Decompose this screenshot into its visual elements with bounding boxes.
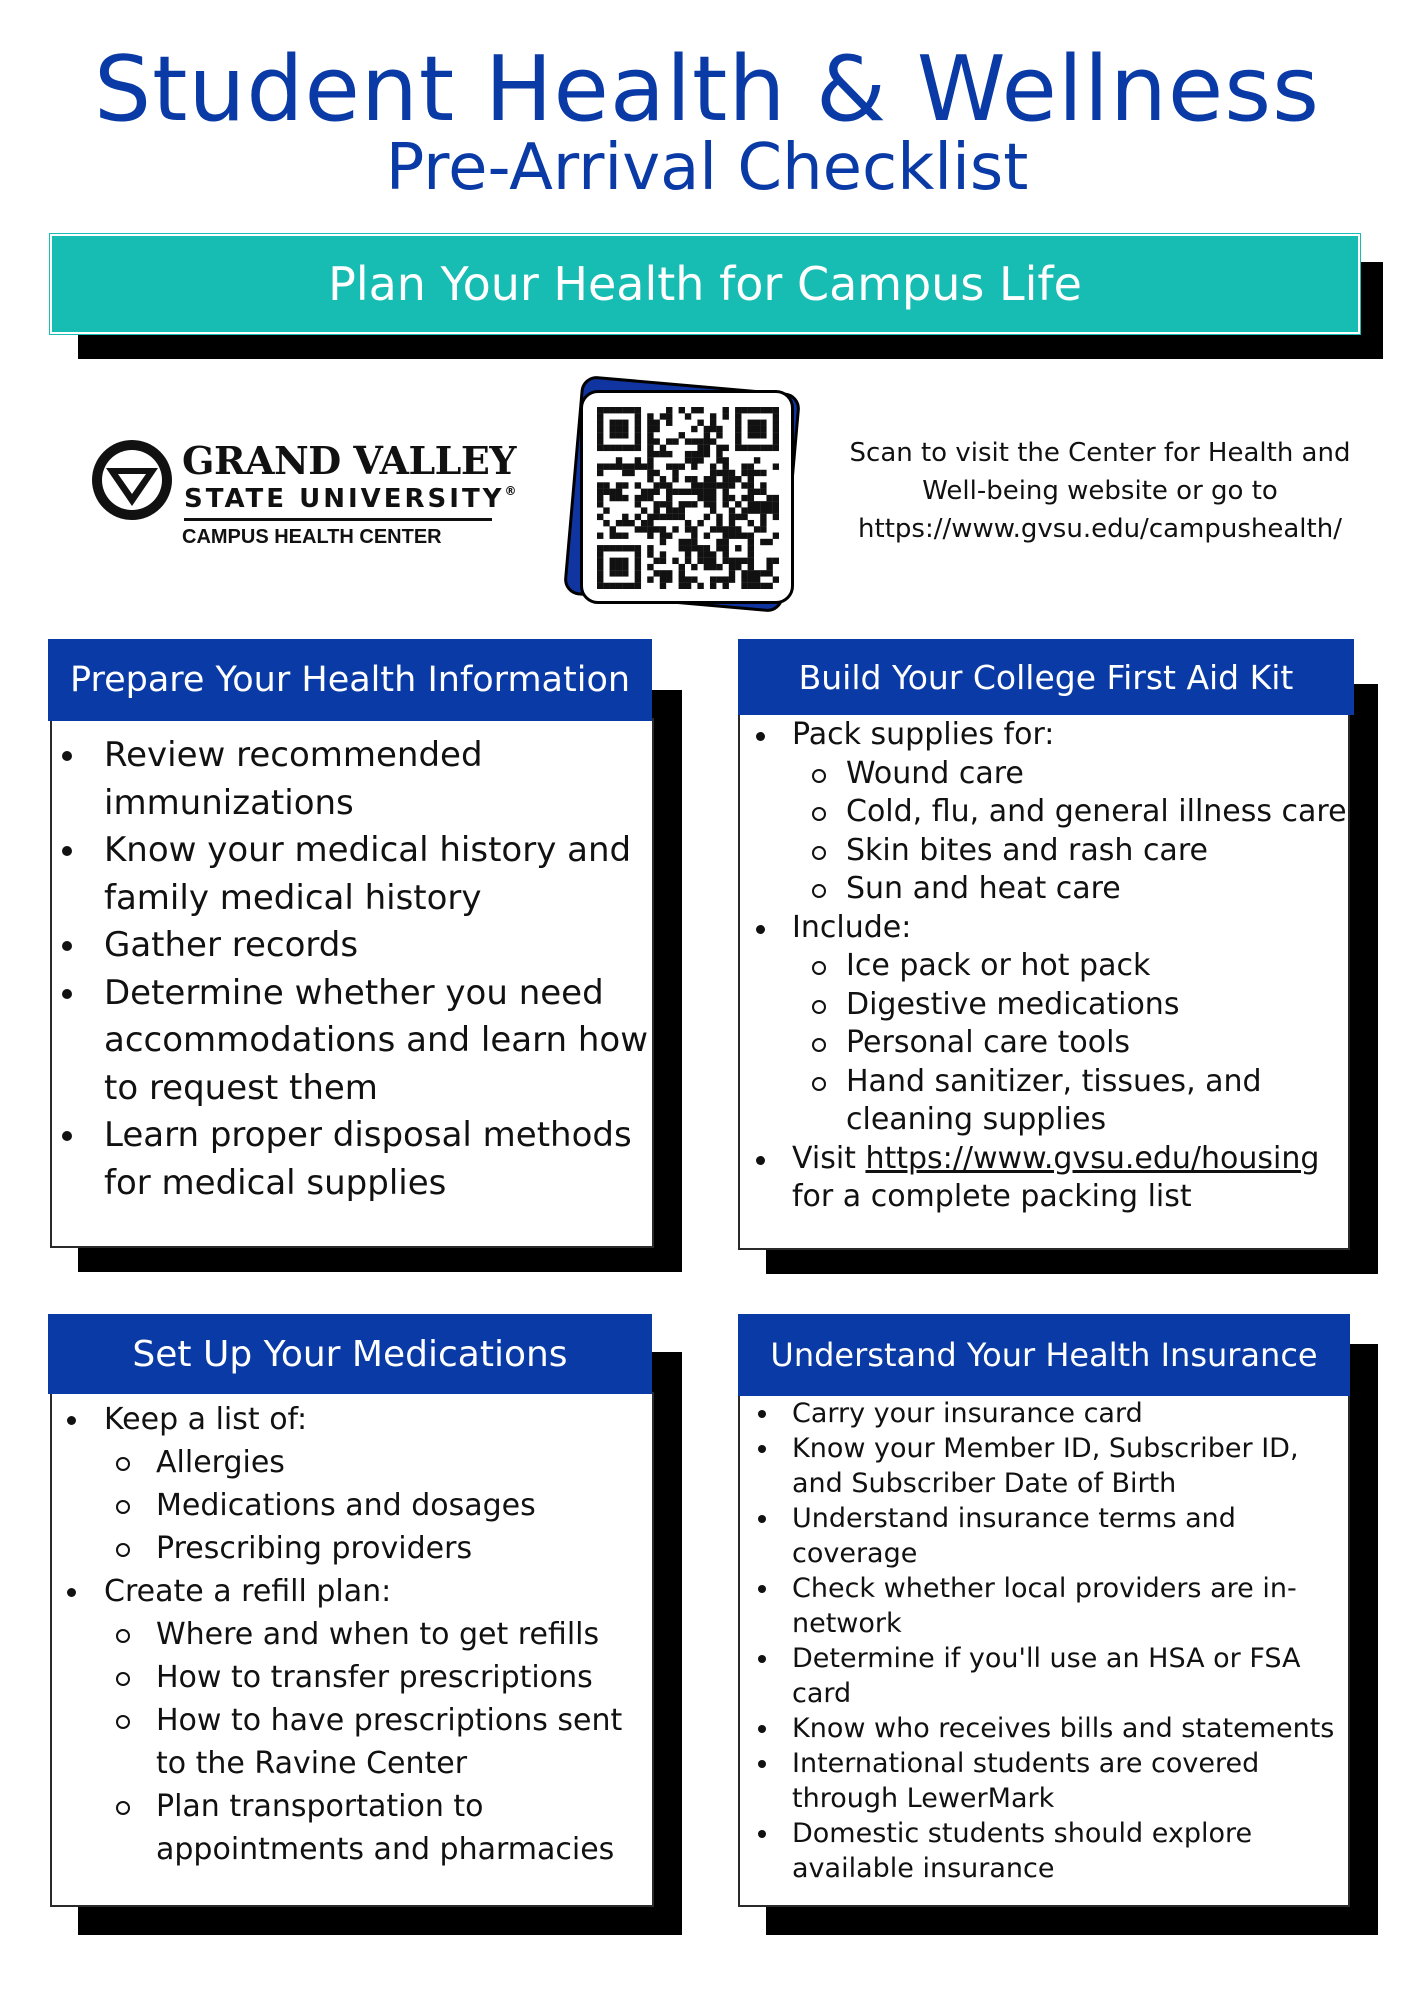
list-item: Know who receives bills and statements — [740, 1711, 1348, 1746]
list-item: Ice pack or hot pack — [740, 947, 1348, 986]
list-item: Allergies — [52, 1441, 652, 1484]
qr-instructions — [840, 434, 1360, 548]
logo-department: CAMPUS HEALTH CENTER — [182, 526, 442, 548]
insurance-card-body — [738, 1394, 1350, 1907]
insurance-card-header — [738, 1314, 1350, 1396]
list-item: Understand insurance terms and coverage — [740, 1501, 1348, 1571]
prepare-card-header — [48, 639, 652, 721]
list-item: International students are covered through LewerMark — [740, 1746, 1348, 1816]
list-item: Sun and heat care — [740, 870, 1348, 909]
list-item: Prescribing providers — [52, 1527, 652, 1570]
logo-name: GRAND VALLEY — [182, 438, 516, 483]
list-item: Carry your insurance card — [740, 1396, 1348, 1431]
list-item: Determine if you'll use an HSA or FSA card — [740, 1641, 1348, 1711]
prepare-list — [52, 732, 652, 1207]
list-item: Determine whether you need accommodations and learn how to request them — [52, 970, 652, 1113]
housing-link[interactable]: https://www.gvsu.edu/housing — [865, 1140, 1320, 1176]
list-item: Review recommended immunizations — [52, 732, 652, 827]
list-item: Domestic students should explore available insurance — [740, 1816, 1348, 1886]
card-title: Build Your College First Aid Kit — [798, 657, 1294, 697]
list-item: Learn proper disposal methods for medical supplies — [52, 1112, 652, 1207]
list-item: Create a refill plan: — [52, 1570, 652, 1613]
list-item: Know your Member ID, Subscriber ID, and Subscriber Date of Birth — [740, 1431, 1348, 1501]
list-item: Gather records — [52, 922, 652, 970]
banner — [50, 234, 1360, 334]
logo-divider — [184, 518, 492, 521]
qr-instructions-line: Scan to visit the Center for Health and — [849, 438, 1351, 468]
gvsu-logo — [90, 438, 517, 558]
first-aid-card-body — [738, 712, 1350, 1250]
list-item: Medications and dosages — [52, 1484, 652, 1527]
qr-instructions-line: Well-being website or go to — [922, 476, 1278, 506]
list-item: Know your medical history and family medical history — [52, 827, 652, 922]
gvsu-logo-mark-icon — [90, 438, 174, 522]
insurance-list — [740, 1396, 1348, 1886]
page-subtitle: Pre-Arrival Checklist — [385, 131, 1029, 205]
campus-health-url[interactable]: https://www.gvsu.edu/campushealth/ — [858, 514, 1342, 544]
logo-state: STATE UNIVERSITY® — [184, 484, 517, 514]
list-item: How to have prescriptions sent to the Ravine Center — [52, 1699, 652, 1785]
qr-code-icon[interactable] — [597, 407, 779, 589]
list-item: Hand sanitizer, tissues, and cleaning supplies — [740, 1063, 1348, 1140]
card-title: Set Up Your Medications — [132, 1333, 568, 1375]
prepare-card-body — [50, 718, 654, 1248]
list-item: Personal care tools — [740, 1024, 1348, 1063]
medications-card-body — [50, 1392, 654, 1907]
medications-list — [52, 1398, 652, 1871]
list-item: Pack supplies for: — [740, 716, 1348, 755]
first-aid-card-header — [738, 639, 1354, 715]
list-item: Digestive medications — [740, 986, 1348, 1025]
list-item: Keep a list of: — [52, 1398, 652, 1441]
list-item: Wound care — [740, 755, 1348, 794]
list-item: Cold, flu, and general illness care — [740, 793, 1348, 832]
list-item: Where and when to get refills — [52, 1613, 652, 1656]
card-title: Prepare Your Health Information — [69, 660, 631, 700]
list-item: How to transfer prescriptions — [52, 1656, 652, 1699]
list-item: Visit https://www.gvsu.edu/housing for a complete packing list — [740, 1140, 1348, 1217]
banner-text: Plan Your Health for Campus Life — [328, 257, 1082, 311]
card-title: Understand Your Health Insurance — [770, 1336, 1318, 1374]
list-item: Plan transportation to appointments and pharmacies — [52, 1785, 652, 1871]
medications-card-header — [48, 1314, 652, 1394]
list-item: Skin bites and rash care — [740, 832, 1348, 871]
list-item: Check whether local providers are in- network — [740, 1571, 1348, 1641]
qr-card[interactable] — [580, 390, 794, 604]
first-aid-list — [740, 716, 1348, 1217]
page-title: Student Health & Wellness — [93, 37, 1321, 142]
list-item: Include: — [740, 909, 1348, 948]
